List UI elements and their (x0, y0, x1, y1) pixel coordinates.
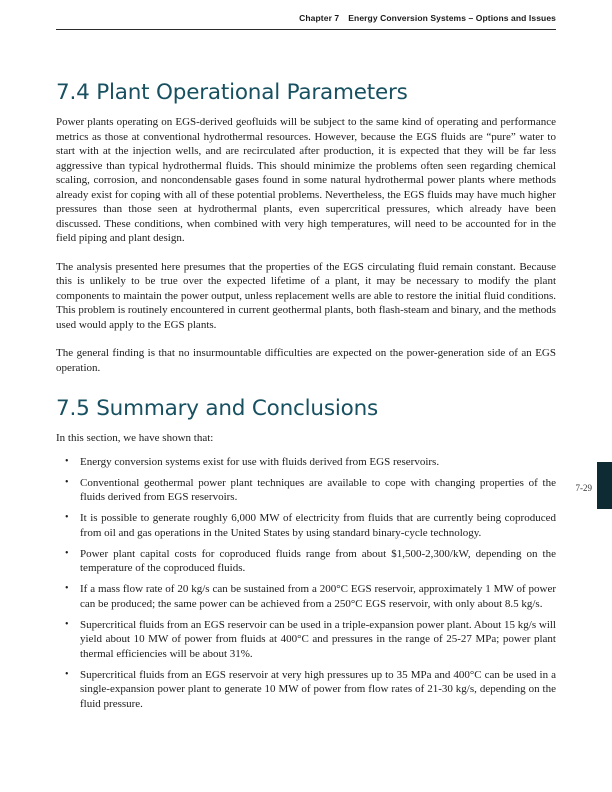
list-item (56, 476, 556, 505)
running-header-title: Energy Conversion Systems – Options and Issues (348, 13, 556, 23)
bullet-text: Energy conversion systems exist for use with fluids derived from EGS reservoirs. (80, 455, 440, 468)
header-rule (56, 29, 556, 30)
list-item (56, 668, 556, 712)
running-header-text (56, 13, 556, 23)
bullet-text: Supercritical fluids from an EGS reservoir at very high pressures up to 35 MPa and 400°C can be used in a single-expansion power plant to generate 10 MW of power from flow rates of 21-30 kg/s, depending on the fluid pressure. (80, 668, 556, 710)
bullet-text: It is possible to generate roughly 6,000 MW of electricity from fluids that are currently being coproduced from oil and gas operations in the United States by using standard binary-cycle technology. (80, 512, 556, 539)
chapter-edge-tab (597, 462, 612, 509)
bullet-marker: • (65, 547, 69, 559)
chapter-label: Chapter 7 (299, 13, 340, 23)
paragraph: The analysis presented here presumes that the properties of the EGS circulating fluid remain constant. Because this is unlikely to be true over the expected lifetime of a plant, it may be necessary to modify the plant components to maintain the power output, unless replacement wells are able to restore the initial fluid conditions. This problem is routinely encountered in current geothermal plants, both flash-steam and binary, and the methods used would apply to the EGS plants. (56, 260, 556, 331)
section-7-4-heading: 7.4 Plant Operational Parameters (56, 80, 408, 105)
bullet-text: Power plant capital costs for coproduced fluids range from about $1,500-2,300/kW, depending on the temperature of the coproduced fluids. (80, 547, 556, 574)
running-header (56, 13, 556, 30)
bullet-text: Supercritical fluids from an EGS reservoir can be used in a triple-expansion power plant. About 15 kg/s will yield about 10 MW of power from fluids at 400°C and pressures in the range of 25-27 MPa; power plant thermal efficiencies will be about 31%. (80, 618, 556, 660)
list-item (56, 511, 556, 540)
bullet-marker: • (65, 618, 69, 630)
section-7-5-heading: 7.5 Summary and Conclusions (56, 396, 379, 421)
list-item (56, 547, 556, 576)
list-item (56, 455, 556, 470)
intro-line: In this section, we have shown that: (56, 432, 214, 444)
bullet-text: Conventional geothermal power plant techniques are available to cope with changing properties of the fluids derived from EGS reservoirs. (80, 476, 556, 503)
bullet-text: If a mass flow rate of 20 kg/s can be sustained from a 200°C EGS reservoir, approximately 1 MW of power can be produced; the same power can be achieved from a 250°C EGS reservoir, with only about 8.5 kg/s. (80, 583, 556, 610)
text-column (56, 80, 556, 718)
bullet-marker: • (65, 476, 69, 488)
list-item (56, 618, 556, 662)
bullet-marker: • (65, 512, 69, 523)
list-item (56, 582, 556, 611)
bullet-marker: • (65, 668, 69, 680)
bullet-marker: • (65, 455, 69, 467)
page-number: 7-29 (575, 483, 592, 493)
paragraph: The general finding is that no insurmountable difficulties are expected on the power-generation side of an EGS operation. (56, 347, 556, 374)
bullet-marker: • (65, 583, 69, 594)
bullet-list (56, 455, 556, 712)
paragraph: Power plants operating on EGS-derived geofluids will be subject to the same kind of operating and performance metrics as those at conventional hydrothermal resources. However, because the EGS fluids are “pure” water to start with at the injection wells, and are recirculated after production, it is expected that they will be far less aggressive than typical hydrothermal fluids. This should minimize the problems often seen regarding chemical scaling, corrosion, and noncondensable gases found in some natural hydrothermal power plants where methods already exist for coping with all of these potential problems. Nevertheless, the EGS fluids may have much higher pressures than those seen at hydrothermal plants, even supercritical pressures, which already have been discussed. These conditions, when combined with very high temperatures, will need to be accounted for in the field piping and plant design. (56, 116, 556, 244)
